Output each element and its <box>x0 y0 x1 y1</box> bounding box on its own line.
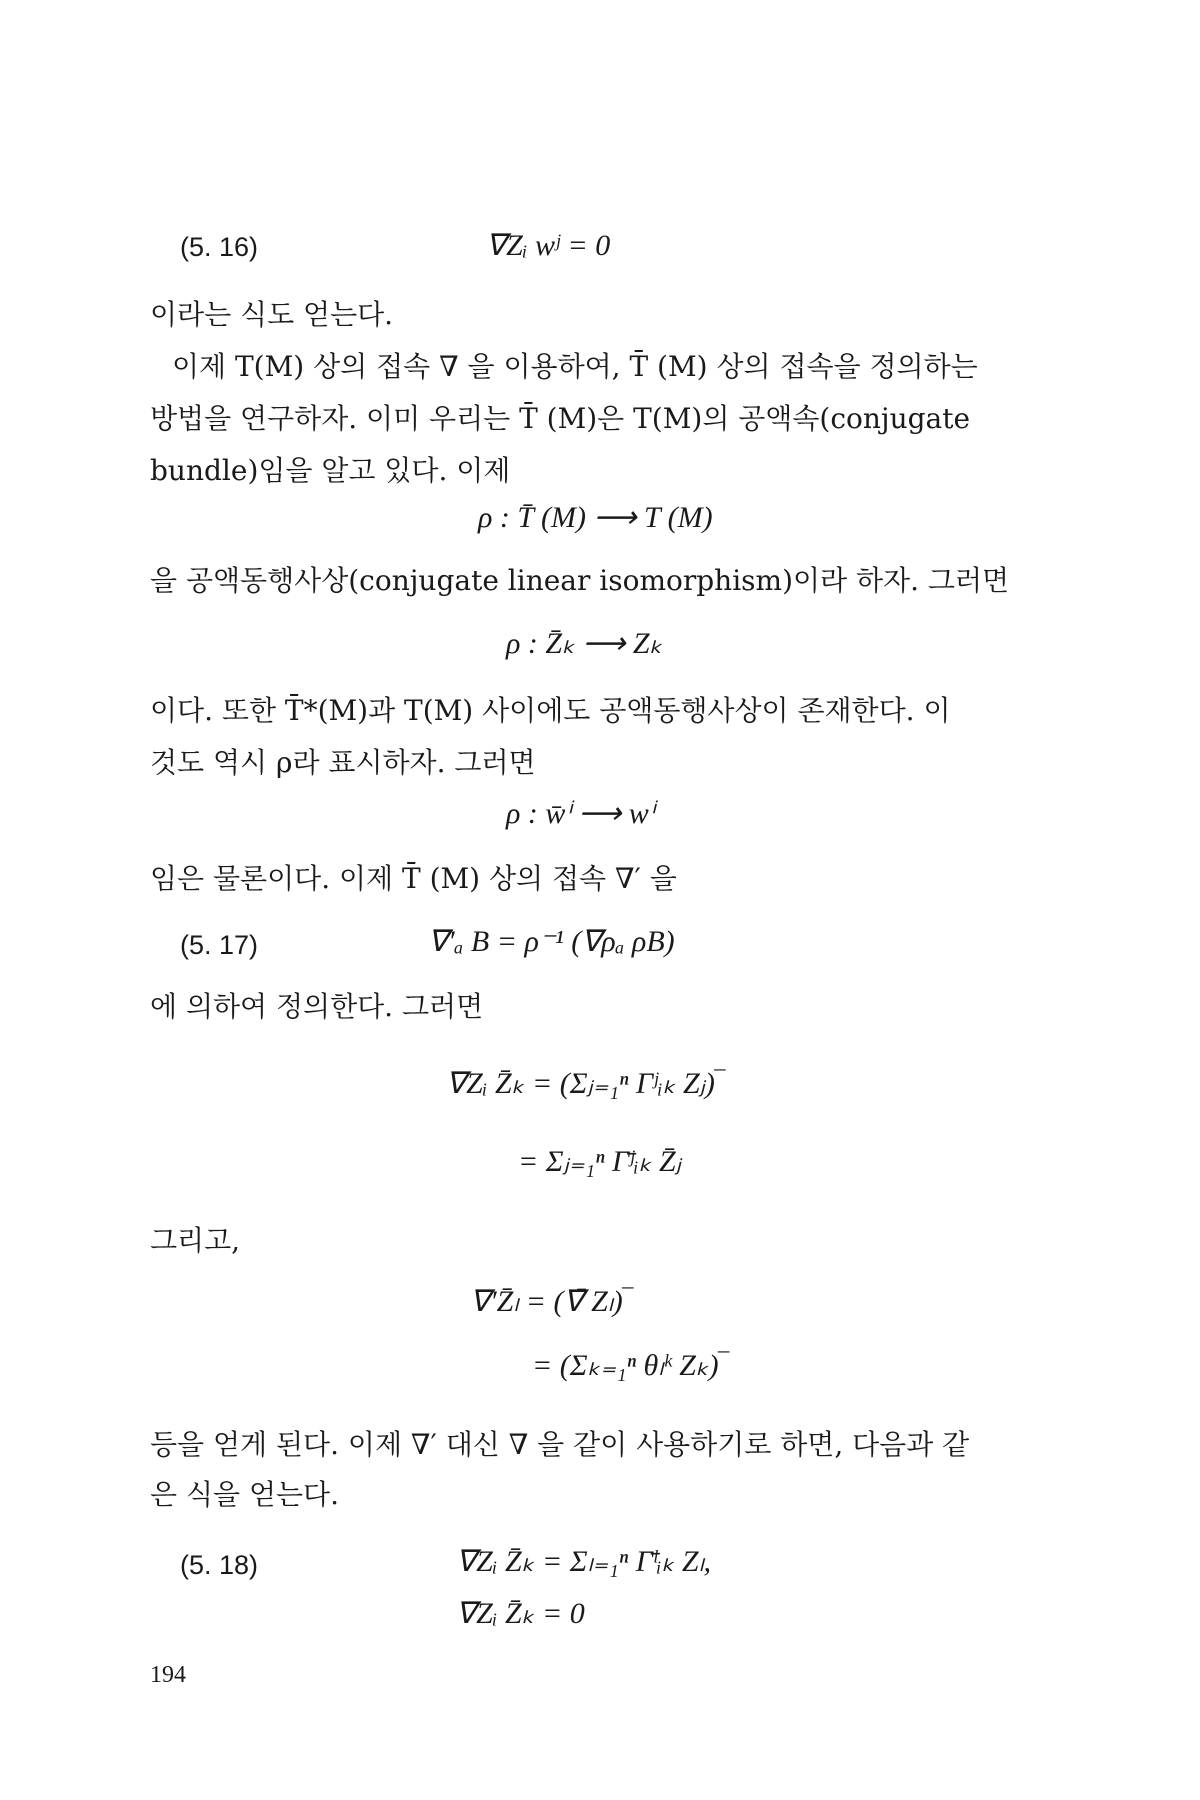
text-line: 이제 T(M) 상의 접속 ∇ 을 이용하여, T̄ (M) 상의 접속을 정의하는 <box>172 350 978 383</box>
equation-rho-map-bundle: ρ : T̄ (M) ⟶ T (M) <box>478 501 713 534</box>
equation-5-16: ∇Zᵢ wʲ = 0 <box>486 229 611 262</box>
page-number: 194 <box>150 1662 186 1688</box>
equation-rho-map-frame: ρ : Z̄ₖ ⟶ Zₖ <box>506 627 663 660</box>
equation-conjugate-connection-2: = Σⱼ₌₁ⁿ Γ̄ʲᵢₖ Z̄ⱼ <box>518 1145 681 1178</box>
text-line: bundle)임을 알고 있다. 이제 <box>150 454 511 487</box>
equation-number-5-17: (5. 17) <box>180 930 259 960</box>
equation-5-18-a: ∇Zᵢ Z̄ₖ = Σₗ₌₁ⁿ Γ̄ˡᵢₖ Zₗ, <box>456 1545 712 1578</box>
equation-conjugate-connection-4: = (Σₖ₌₁ⁿ θₗᵏ Zₖ)‾ <box>532 1349 729 1382</box>
text-line: 이다. 또한 T̄*(M)과 T(M) 사이에도 공액동행사상이 존재한다. 이 <box>150 694 951 727</box>
text-line: 을 공액동행사상(conjugate linear isomorphism)이라 하자. 그러면 <box>150 564 1010 597</box>
text-line: 등을 얻게 된다. 이제 ∇′ 대신 ∇ 을 같이 사용하기로 하면, 다음과 같 <box>150 1428 970 1461</box>
text-line: 임은 물론이다. 이제 T̄ (M) 상의 접속 ∇′ 을 <box>150 862 677 895</box>
text-line: 은 식을 얻는다. <box>150 1478 339 1511</box>
text-line: 것도 역시 ρ라 표시하자. 그러면 <box>150 746 536 779</box>
equation-5-17: ∇′ₐ B = ρ⁻¹ (∇ρₐ ρB) <box>428 925 675 958</box>
equation-conjugate-connection-1: ∇Zᵢ Z̄ₖ = (Σⱼ₌₁ⁿ Γʲᵢₖ Zⱼ)‾ <box>446 1067 725 1100</box>
text-line: 에 의하여 정의한다. 그러면 <box>150 990 484 1023</box>
equation-5-18-b: ∇Zᵢ Z̄ₖ = 0 <box>456 1597 585 1630</box>
text-line: 그리고, <box>150 1224 241 1257</box>
equation-rho-map-coframe: ρ : w̄ⁱ ⟶ wⁱ <box>506 797 655 830</box>
text-line: 방법을 연구하자. 이미 우리는 T̄ (M)은 T(M)의 공액속(conjugate <box>150 402 971 435</box>
equation-conjugate-connection-3: ∇′Z̄ₗ = (∇̄ Zₗ)‾ <box>470 1285 633 1318</box>
equation-number-5-16: (5. 16) <box>180 232 259 262</box>
text-line: 이라는 식도 얻는다. <box>150 298 394 331</box>
equation-number-5-18: (5. 18) <box>180 1550 259 1580</box>
